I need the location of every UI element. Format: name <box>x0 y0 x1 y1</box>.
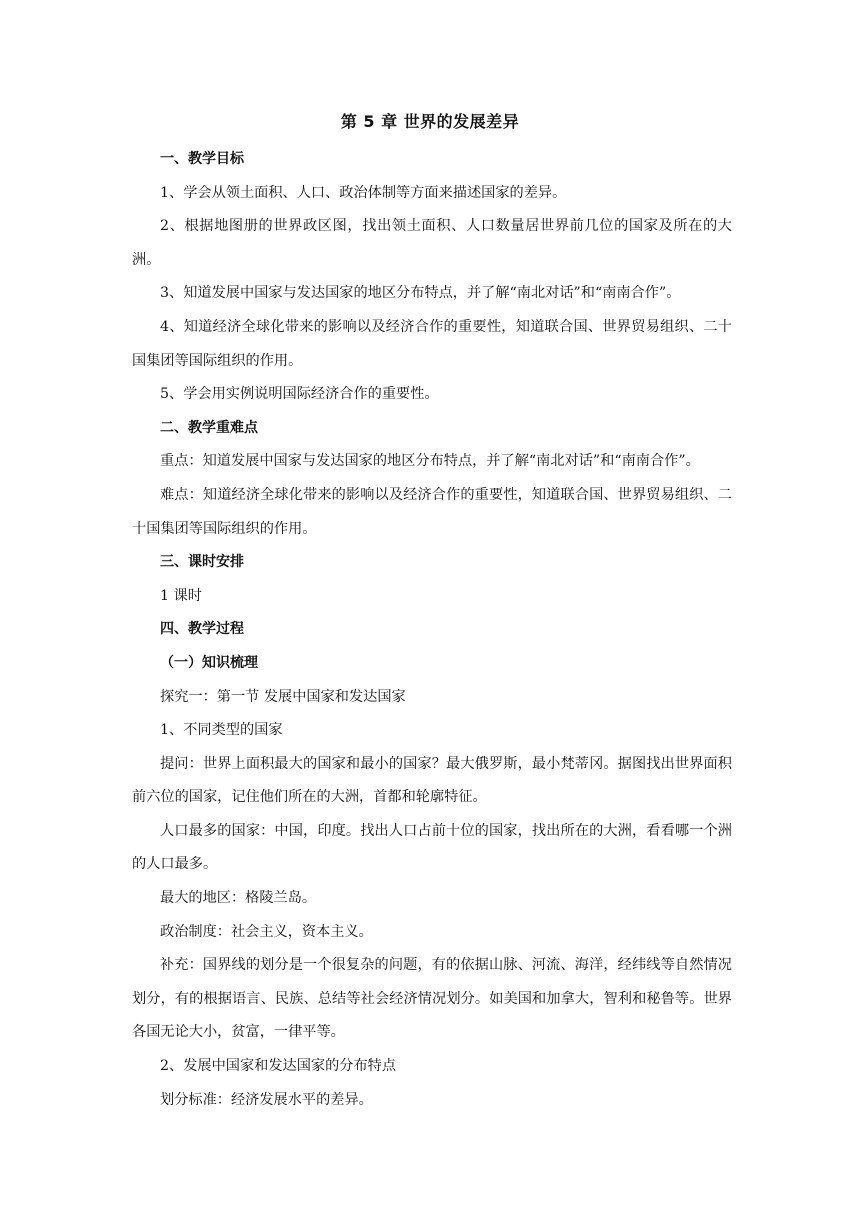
key-point-paragraph: 重点：知道发展中国家与发达国家的地区分布特点，并了解“南北对话”和“南南合作”。 <box>160 453 700 470</box>
document-title: 第 5 章 世界的发展差异 <box>340 112 520 131</box>
objective-3: 3、知道发展中国家与发达国家的地区分布特点，并了解“南北对话”和“南南合作”。 <box>160 285 681 302</box>
section-heading-schedule: 三、课时安排 <box>160 554 244 571</box>
question-paragraph: 提问：世界上面积最大的国家和最小的国家？最大俄罗斯，最小梵蒂冈。据图找出世界面积前六位的国家，记住他们所在的大洲，首都和轮廓特征。 <box>132 755 732 806</box>
inquiry-one-paragraph: 探究一：第一节 发展中国家和发达国家 <box>160 688 406 705</box>
political-system-paragraph: 政治制度：社会主义，资本主义。 <box>160 923 373 940</box>
distribution-heading: 2、发展中国家和发达国家的分布特点 <box>160 1058 397 1075</box>
schedule-paragraph: 1 课时 <box>160 587 202 604</box>
section-heading-key-points: 二、教学重难点 <box>160 419 258 436</box>
document-body <box>132 143 732 1117</box>
subsection-heading-knowledge: （一）知识梳理 <box>160 654 258 671</box>
supplement-paragraph: 补充：国界线的划分是一个很复杂的问题，有的依据山脉、河流、海洋，经纬线等自然情况划分，有的根据语言、民族、总结等社会经济情况划分。如美国和加拿大，智利和秘鲁等。世界各国无论大小，贫富，一律平等。 <box>132 957 732 1041</box>
largest-region-paragraph: 最大的地区：格陵兰岛。 <box>160 890 317 907</box>
section-heading-objectives: 一、教学目标 <box>160 151 244 167</box>
population-paragraph: 人口最多的国家：中国，印度。找出人口占前十位的国家，找出所在的大洲，看看哪一个洲的人口最多。 <box>132 822 732 873</box>
objective-2: 2、根据地图册的世界政区图，找出领土面积、人口数量居世界前几位的国家及所在的大洲。 <box>132 218 732 268</box>
section-heading-process: 四、教学过程 <box>160 621 244 638</box>
country-types-heading: 1、不同类型的国家 <box>160 722 283 739</box>
objective-4: 4、知道经济全球化带来的影响以及经济合作的重要性，知道联合国、世界贸易组织、二十国集团等国际组织的作用。 <box>132 318 732 369</box>
objective-1: 1、学会从领土面积、人口、政治体制等方面来描述国家的差异。 <box>160 184 567 201</box>
difficulty-paragraph: 难点：知道经济全球化带来的影响以及经济合作的重要性，知道联合国、世界贸易组织、二十国集团等国际组织的作用。 <box>132 486 732 537</box>
criteria-paragraph: 划分标准：经济发展水平的差异。 <box>160 1091 373 1108</box>
objective-5: 5、学会用实例说明国际经济合作的重要性。 <box>160 386 439 403</box>
